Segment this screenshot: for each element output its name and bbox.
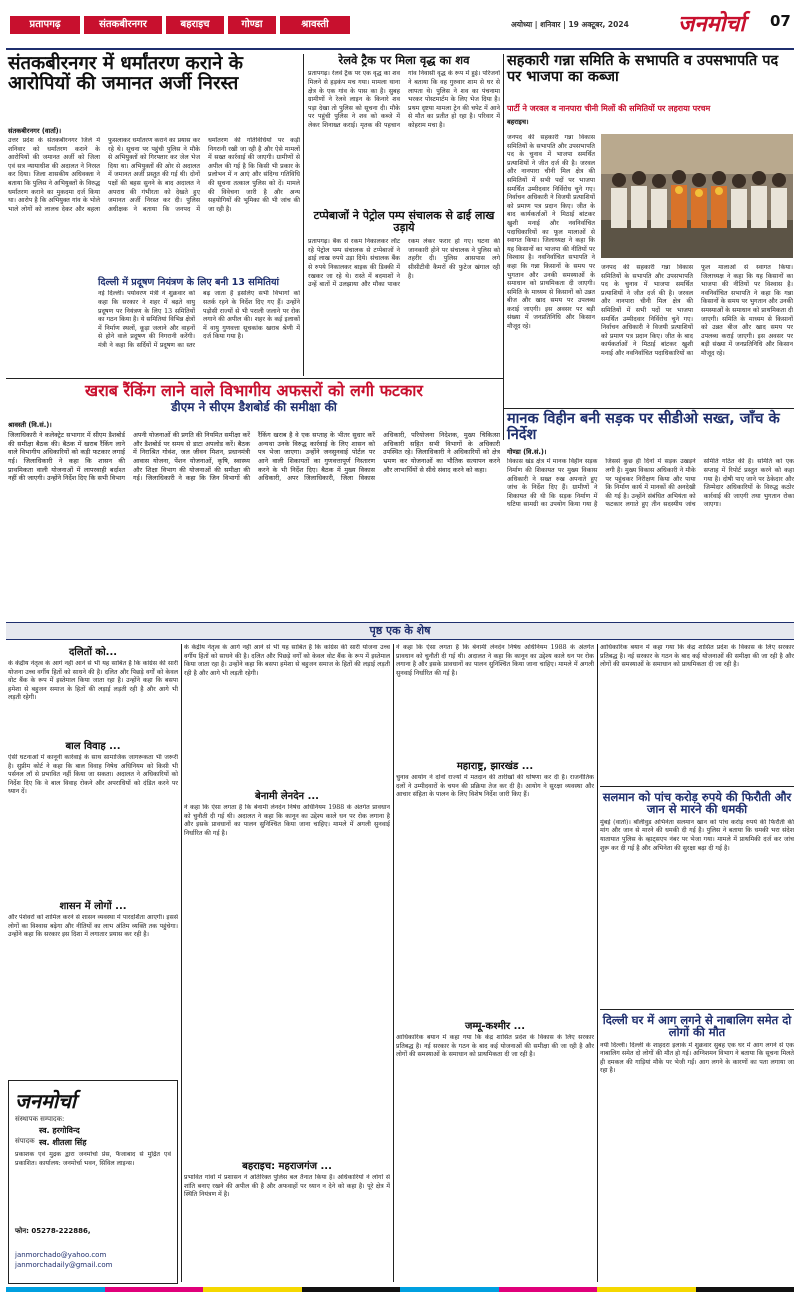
subheadline: दिल्ली में प्रदूषण नियंत्रण के लिए बनी 13 समितियां bbox=[98, 277, 280, 288]
tab-bahraich[interactable]: बहराइच bbox=[166, 16, 224, 34]
continued-body-3: और पेशेवरों को शामिल करने से शासन व्यवस्था में पारदर्शिता आएगी। इससे लोगों का विश्वास बढ़ेगा और नीतियों का लाभ अंतिम व्यक्ति तक पहुंचेगा। उन्होंने कहा कि सरकार इस दिशा में लगातार प्रयास कर रही है। bbox=[8, 914, 178, 939]
byline: संतकबीरनगर (वार्ता)। bbox=[8, 127, 62, 135]
article-body: उत्तर प्रदेश के संतकबीरनगर जिले में शनिवार को धर्मांतरण कराने के आरोपियों की जमानत अर्जी को जिला एवं सत्र न्यायाधीश की अदालत ने निरस्त कर दिया। जिला शासकीय अधिवक्ता ने बताया कि पुलिस ने अभियुक्तों के विरुद्ध धर्मांतरण कराने का मुकदमा दर्ज किया था। आरोप है कि अभियुक्त गांव के भोले भाले लोगों को लालच देकर और बहला फुसलाकर धर्मांतरण कराने का प्रयास कर रहे थे। सूचना पर पहुंची पुलिस ने मौके से अभियुक्तों को गिरफ्तार कर जेल भेज दिया था। अभियुक्तों की ओर से अदालत में जमानत अर्जी प्रस्तुत की गई थी। दोनों पक्षों की बहस सुनने के बाद अदालत ने अपराध की गंभीरता को देखते हुए जमानत अर्जी निरस्त कर दी। पुलिस अधीक्षक ने बताया कि जनपद में धर्मांतरण की गतिविधियों पर कड़ी निगरानी रखी जा रही है और ऐसे मामलों में सख्त कार्रवाई की जाएगी। ग्रामीणों से अपील की गई है कि किसी भी प्रकार के प्रलोभन में न आएं और संदिग्ध गतिविधि की सूचना तत्काल पुलिस को दें। मामले की विवेचना जारी है और अन्य सहयोगियों की भूमिका की भी जांच की जा रही है। bbox=[8, 137, 300, 213]
imprint-founder: स्व. हरगोविन्द bbox=[39, 1126, 80, 1135]
article-body: प्रतापगढ़। रेलवे ट्रैक पर एक वृद्ध का शव मिलने से हड़कंप मच गया। मामला थाना क्षेत्र के एक गांव के पास का है। सुबह ग्रामीणों ने रेलवे लाइन के किनारे शव पड़ा देखा तो पुलिस को सूचना दी। मौके पर पहुंची पुलिस ने शव को कब्जे में लेकर शिनाख्त कराई। मृतक की पहचान गांव निवासी वृद्ध के रूप में हुई। परिजनों ने बताया कि वह गुरुवार शाम से घर से लापता थे। पुलिस ने शव का पंचनामा भरकर पोस्टमार्टम के लिए भेज दिया है। प्रथम दृष्टया मामला ट्रेन की चपेट में आने से मौत का प्रतीत हो रहा है। परिवार में कोहराम मचा है। bbox=[308, 70, 500, 129]
imprint-phone: फोन: 05278-222886, bbox=[15, 1227, 91, 1235]
tab-shravasti[interactable]: श्रावस्ती bbox=[280, 16, 350, 34]
continued-body-1: के केंद्रीय नेतृत्व के आगे नहीं आने से भी यह साबित है कि कांग्रेस की सारी योजना उच्च वर्गीय हितों को साधने की है। दलित और पिछड़े वर्गों को केवल वोट बैंक के रूप में इस्तेमाल किया जाता रहा है। उन्होंने कहा कि बसपा हमेशा से बहुजन समाज के हितों की लड़ाई लड़ती रही है और आगे भी लड़ती रहेगी। bbox=[8, 660, 178, 702]
continued-body-5: प्रभावित गांवों में प्रशासन ने अतिरिक्त पुलिस बल तैनात किया है। अधिकारियों ने लोगों से शांति बनाए रखने की अपील की है और अफवाहों पर ध्यान न देने को कहा है। पूरे क्षेत्र में स्थिति नियंत्रण में है। bbox=[184, 1174, 390, 1199]
story-railway bbox=[308, 54, 500, 376]
byline: श्रावस्ती (वि.सं.)। bbox=[8, 421, 52, 430]
dateline: अयोध्या | शनिवार | 19 अक्टूबर, 2024 bbox=[511, 20, 629, 29]
continued-body-top-3: ने कहा कि ऐसा लगता है कि बेनामी लेनदेन निषेध अधिनियम 1988 के अंतर्गत प्रावधान को चुनौती दी गई थी। अदालत ने कहा कि कानून का उद्देश्य काले धन पर रोक लगाना है और इसके प्रावधानों का पालन सुनिश्चित किया जाना चाहिए। मामले में अगली सुनवाई निर्धारित की गई है। bbox=[396, 644, 594, 677]
headline: मानक विहीन बनी सड़क पर सीडीओ सख्त, जाँच के निर्देश bbox=[507, 411, 780, 443]
headline: संतकबीरनगर में धर्मांतरण कराने के आरोपियों की जमानत अर्जी निरस्त bbox=[8, 53, 244, 94]
continued-col-3 bbox=[396, 644, 594, 1284]
continued-title-6: महाराष्ट्र, झारखंड ... bbox=[456, 761, 534, 772]
continued-title-9: दिल्ली घर में आग लगने से नाबालिग समेत दो लोगों की मौत bbox=[602, 1012, 792, 1040]
headline: सहकारी गन्ना समिति के सभापति व उपसभापति पद पर भाजपा का कब्जा bbox=[507, 53, 779, 85]
continued-body-7: आधिकारिक बयान में कहा गया कि केंद्र शासित प्रदेश के विकास के लिए सरकार प्रतिबद्ध है। नई सरकार के गठन के बाद कई योजनाओं की समीक्षा की जा रही है और लोगों की समस्याओं के समाधान को प्राथमिकता दी जा रही है। bbox=[396, 1034, 594, 1059]
continued-body-top-4: आधिकारिक बयान में कहा गया कि केंद्र शासित प्रदेश के विकास के लिए सरकार प्रतिबद्ध है। नई सरकार के गठन के बाद कई योजनाओं की समीक्षा की जा रही है और लोगों की समस्याओं के समाधान को प्राथमिकता दी जा रही है। bbox=[600, 644, 794, 669]
headline: रेलवे ट्रैक पर मिला वृद्ध का शव bbox=[338, 53, 470, 67]
subheadline: पार्टी ने जरवल व नानपारा चीनी मिलों की समितियों पर लहराया परचम bbox=[507, 104, 711, 113]
imprint-editor: स्व. शीतला सिंह bbox=[39, 1138, 87, 1147]
continued-title-3: शासन में लोगों ... bbox=[59, 901, 127, 912]
day: शनिवार bbox=[540, 20, 561, 29]
masthead-logo: जनमोर्चा bbox=[678, 11, 746, 37]
group-photo-image bbox=[601, 134, 793, 258]
subheadline: डीएम ने सीएम डैशबोर्ड की समीक्षा की bbox=[171, 400, 337, 415]
tab-gonda[interactable]: गोण्डा bbox=[228, 16, 276, 34]
byline: बहराइच। bbox=[507, 117, 529, 126]
date: 19 अक्टूबर, 2024 bbox=[568, 20, 629, 29]
imprint-email-2[interactable]: janmorchadaily@gmail.com bbox=[15, 1261, 113, 1269]
continued-body-4: ने कहा कि ऐसा लगता है कि बेनामी लेनदेन निषेध अधिनियम 1988 के अंतर्गत प्रावधान को चुनौती दी गई थी। अदालत ने कहा कि कानून का उद्देश्य काले धन पर रोक लगाना है और इसके प्रावधानों का पालन सुनिश्चित किया जाना चाहिए। मामले में अगली सुनवाई निर्धारित की गई है। bbox=[184, 804, 390, 837]
story-sugarcane bbox=[507, 54, 794, 406]
continued-title-8: सलमान को पांच करोड़ रुपये की फिरौती और जान से मारने की धमकी bbox=[602, 790, 792, 817]
imprint-email-1[interactable]: janmorchado@yahoo.com bbox=[15, 1251, 107, 1259]
sub-article-body: प्रतापगढ़। बैंक से रकम निकालकर लौट रहे पेट्रोल पम्प संचालक से टप्पेबाजों ने ढाई लाख रुपये उड़ा दिये। संचालक बैंक से रुपये निकालकर बाइक की डिक्की में रखकर जा रहे थे। रास्ते में बदमाशों ने उन्हें बातों में उलझाया और मौका पाकर रकम लेकर फरार हो गए। घटना की जानकारी होने पर संचालक ने पुलिस को तहरीर दी। पुलिस आसपास लगे सीसीटीवी कैमरों की फुटेज खंगाल रही है। bbox=[308, 238, 500, 289]
registration-bar bbox=[6, 1287, 794, 1292]
page-number: 07 bbox=[770, 12, 791, 30]
subheadline: टप्पेबाजों ने पेट्रोल पम्प संचालक से ढाई लाख उड़ाये bbox=[313, 209, 495, 235]
article-body: जिलाधिकारी ने कलेक्ट्रेट सभागार में सीएम डैशबोर्ड की समीक्षा बैठक की। बैठक में खराब रैंकिंग लाने वाले विभागीय अधिकारियों को कड़ी फटकार लगाई गई। जिलाधिकारी ने कहा कि शासन की प्राथमिकता वाली योजनाओं में लापरवाही बर्दाश्त नहीं की जाएगी। उन्होंने निर्देश दिए कि सभी विभाग अपनी योजनाओं की प्रगति की नियमित समीक्षा करें और डैशबोर्ड पर समय से डाटा अपलोड करें। बैठक में निराश्रित गोवंश, जल जीवन मिशन, प्रधानमंत्री आवास योजना, पेंशन योजनाओं, कृषि, स्वास्थ्य और शिक्षा विभाग की योजनाओं की समीक्षा की गई। जिलाधिकारी ने कहा कि जिन विभागों की रैंकिंग खराब है वे एक सप्ताह के भीतर सुधार करें अन्यथा उनके विरुद्ध कार्रवाई के लिए शासन को पत्र भेजा जाएगा। उन्होंने जनसुनवाई पोर्टल पर आने वाली शिकायतों का गुणवत्तापूर्ण निस्तारण करने के भी निर्देश दिए। बैठक में मुख्य विकास अधिकारी, अपर जिलाधिकारी, जिला विकास अधिकारी, परियोजना निदेशक, मुख्य चिकित्सा अधिकारी सहित सभी विभागों के अधिकारी उपस्थित रहे। जिलाधिकारी ने अधिकारियों को क्षेत्र भ्रमण कर योजनाओं का भौतिक सत्यापन करने और लाभार्थियों से सीधे संवाद करने को कहा। bbox=[8, 431, 500, 483]
imprint-box bbox=[8, 1080, 178, 1284]
imprint-tagline: संस्थापक सम्पादक: bbox=[15, 1115, 65, 1123]
continued-body-6: चुनाव आयोग ने दोनों राज्यों में मतदान की तारीखों की घोषणा कर दी है। राजनीतिक दलों ने उम्मीदवारों के चयन की प्रक्रिया तेज कर दी है। आयोग ने सुरक्षा व्यवस्था और आचार संहिता के पालन के लिए विशेष निर्देश जारी किए हैं। bbox=[396, 774, 594, 799]
location: अयोध्या bbox=[511, 20, 533, 29]
continued-body-top: के केंद्रीय नेतृत्व के आगे नहीं आने से भी यह साबित है कि कांग्रेस की सारी योजना उच्च वर्गीय हितों को साधने की है। दलित और पिछड़े वर्गों को केवल वोट बैंक के रूप में इस्तेमाल किया जाता रहा है। उन्होंने कहा कि बसपा हमेशा से बहुजन समाज के हितों की लड़ाई लड़ती रही है और आगे भी लड़ती रहेगी। bbox=[184, 644, 390, 677]
section-title: पृष्ठ एक के शेष bbox=[369, 624, 431, 637]
article-body-right: जनपद की सहकारी गन्ना विकास समितियों के सभापति और उपसभापति पद के चुनाव में भाजपा समर्थित प्रत्याशियों ने जीत दर्ज की है। जरवल और नानपारा चीनी मिल क्षेत्र की समितियों में सभी पदों पर भाजपा समर्थित उम्मीदवार निर्विरोध चुने गए। निर्वाचन अधिकारी ने विजयी प्रत्याशियों को प्रमाण पत्र प्रदान किए। जीत के बाद कार्यकर्ताओं ने मिठाई बांटकर खुशी मनाई और नवनिर्वाचित पदाधिकारियों का फूल मालाओं से स्वागत किया। जिलाध्यक्ष ने कहा कि यह किसानों का भाजपा की नीतियों पर विश्वास है। नवनिर्वाचित सभापति ने कहा कि गन्ना किसानों के समय पर भुगतान और उनकी समस्याओं के समाधान को प्राथमिकता दी जाएगी। समिति के माध्यम से किसानों को उन्नत बीज और खाद समय पर उपलब्ध कराई जाएगी। इस अवसर पर बड़ी संख्या में जनप्रतिनिधि और किसान मौजूद रहे। bbox=[601, 264, 793, 357]
continued-title-4: बेनामी लेनदेन ... bbox=[255, 791, 319, 802]
imprint-logo: जनमोर्चा bbox=[15, 1089, 76, 1113]
continued-col-2 bbox=[184, 644, 390, 1284]
tab-pratapgarh[interactable]: प्रतापगढ़ bbox=[10, 16, 80, 34]
continued-title-7: जम्मू-कश्मीर ... bbox=[464, 1021, 525, 1032]
continued-title-5: बहराइच: महराजगंज ... bbox=[242, 1161, 332, 1172]
continued-body-2: ऐसी घटनाओं में कानूनी कार्रवाई के साथ सामाजिक जागरूकता भी जरूरी है। सुप्रीम कोर्ट ने कहा कि बाल विवाह निषेध अधिनियम को किसी भी पर्सनल लॉ से प्रभावित नहीं किया जा सकता। अदालत ने अधिकारियों को निर्देश दिए कि वे बाल विवाह रोकने और अपराधियों को दंडित करने पर ध्यान दें। bbox=[8, 754, 178, 796]
continued-title-1: दलितों को... bbox=[68, 647, 118, 658]
group-photo bbox=[601, 134, 793, 258]
imprint-body: प्रकाशक एवं मुद्रक द्वारा जनमोर्चा प्रेस, फैजाबाद से मुद्रित एवं प्रकाशित। कार्यालय: जनमोर्चा भवन, सिविल लाइन्स। bbox=[15, 1151, 171, 1167]
article-body-left: जनपद की सहकारी गन्ना विकास समितियों के सभापति और उपसभापति पद के चुनाव में भाजपा समर्थित प्रत्याशियों ने जीत दर्ज की है। जरवल और नानपारा चीनी मिल क्षेत्र की समितियों में सभी पदों पर भाजपा समर्थित उम्मीदवार निर्विरोध चुने गए। निर्वाचन अधिकारी ने विजयी प्रत्याशियों को प्रमाण पत्र प्रदान किए। जीत के बाद कार्यकर्ताओं ने मिठाई बांटकर खुशी मनाई और नवनिर्वाचित पदाधिकारियों का फूल मालाओं से स्वागत किया। जिलाध्यक्ष ने कहा कि यह किसानों का भाजपा की नीतियों पर विश्वास है। नवनिर्वाचित सभापति ने कहा कि गन्ना किसानों के समय पर भुगतान और उनकी समस्याओं के समाधान को प्राथमिकता दी जाएगी। समिति के माध्यम से किसानों को उन्नत बीज और खाद समय पर उपलब्ध कराई जाएगी। इस अवसर पर बड़ी संख्या में जनप्रतिनिधि और किसान मौजूद रहे। bbox=[507, 134, 595, 331]
tab-santkabirnagar[interactable]: संतकबीरनगर bbox=[84, 16, 162, 34]
continued-body-8: मुंबई (वार्ता)। बॉलीवुड अभिनेता सलमान खान को पांच करोड़ रुपये की फिरौती की मांग और जान से मारने की धमकी दी गई है। पुलिस ने बताया कि धमकी भरा संदेश यातायात पुलिस के व्हाट्सएप नंबर पर भेजा गया। मामले में प्राथमिकी दर्ज कर जांच शुरू कर दी गई है और अभिनेता की सुरक्षा बढ़ा दी गई है। bbox=[600, 818, 794, 852]
continued-title-2: बाल विवाह ... bbox=[65, 741, 121, 752]
story-dm-review bbox=[8, 382, 500, 618]
imprint-editor-label: संपादक bbox=[15, 1137, 35, 1145]
section-band bbox=[6, 622, 794, 640]
article-body: विकास खंड क्षेत्र में मानक विहीन सड़क निर्माण की शिकायत पर मुख्य विकास अधिकारी ने सख्त रुख अपनाते हुए जांच के निर्देश दिए हैं। ग्रामीणों ने शिकायत की थी कि सड़क निर्माण में घटिया सामग्री का उपयोग किया गया है जिससे कुछ ही दिनों में सड़क उखड़ने लगी है। मुख्य विकास अधिकारी ने मौके पर पहुंचकर निरीक्षण किया और पाया कि निर्माण कार्य में मानकों की अनदेखी की गई है। उन्होंने संबंधित अभियंता को फटकार लगाते हुए तीन सदस्यीय जांच समिति गठित की है। समिति को एक सप्ताह में रिपोर्ट प्रस्तुत करने को कहा गया है। दोषी पाए जाने पर ठेकेदार और जिम्मेदार अधिकारियों के विरुद्ध कठोर कार्रवाई की जाएगी तथा भुगतान रोका जाएगा। bbox=[507, 458, 794, 509]
byline: गोण्डा (वि.सं.)। bbox=[507, 448, 547, 457]
story-conversion bbox=[8, 54, 300, 370]
continued-col-4 bbox=[600, 644, 794, 1284]
story-road bbox=[507, 412, 794, 618]
masthead bbox=[6, 6, 794, 46]
continued-body-9: नयी दिल्ली। दिल्ली के शाहदरा इलाके में शुक्रवार सुबह एक घर में आग लगने से एक नाबालिग समेत दो लोगों की मौत हो गई। अग्निशमन विभाग ने बताया कि सूचना मिलते ही दमकल की गाड़ियां मौके पर भेजी गईं। आग लगने के कारणों का पता लगाया जा रहा है। bbox=[600, 1041, 794, 1075]
continued-col-1 bbox=[8, 644, 178, 1076]
sub-article-body: नई दिल्ली। पर्यावरण मंत्री ने शुक्रवार को कहा कि सरकार ने शहर में बढ़ते वायु प्रदूषण पर नियंत्रण के लिए 13 समितियों का गठन किया है। ये समितियां विभिन्न क्षेत्रों में निर्माण स्थलों, कूड़ा जलाने और वाहनों से होने वाले प्रदूषण की निगरानी करेंगी। मंत्री ने कहा कि सर्दियों में प्रदूषण का स्तर बढ़ जाता है इसलिए सभी विभागों को सतर्क रहने के निर्देश दिए गए हैं। उन्होंने पड़ोसी राज्यों से भी पराली जलाने पर रोक लगाने की अपील की। शहर के कई इलाकों में वायु गुणवत्ता सूचकांक खराब श्रेणी में दर्ज किया गया है। bbox=[98, 290, 300, 349]
headline: खराब रैंकिंग लाने वाले विभागीय अफसरों को लगी फटकार bbox=[85, 381, 423, 400]
